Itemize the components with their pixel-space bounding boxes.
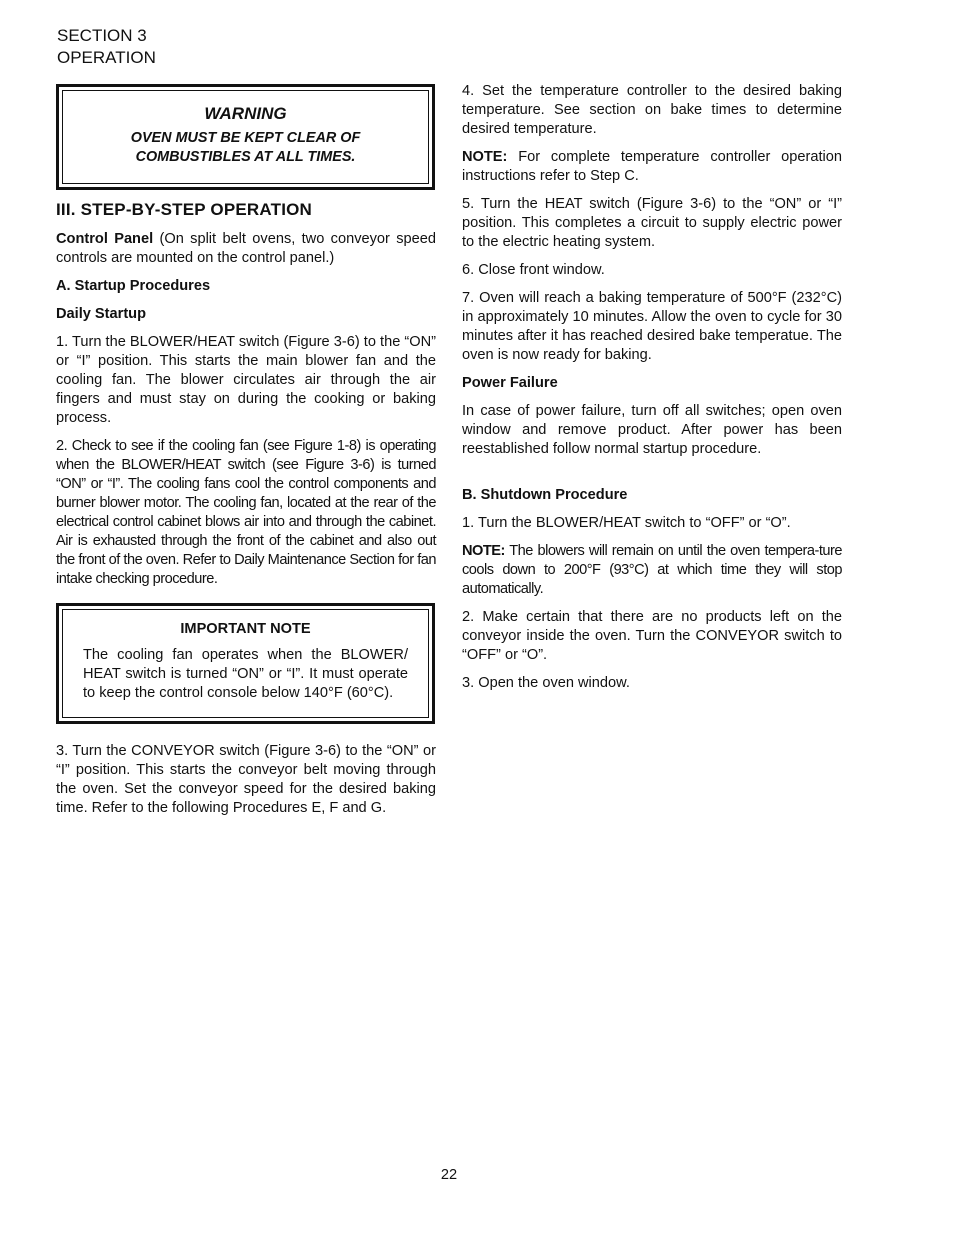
power-failure-heading: Power Failure (462, 375, 558, 391)
startup-step-1: 1. Turn the BLOWER/HEAT switch (Figure 3-6) to the “ON” or “I” position. This starts the main blower fan and the cooling fan. The blower circulates air through the air fingers and must stay on during the cooking or baking process. (56, 334, 436, 426)
control-panel-label: Control Panel (56, 231, 154, 247)
shutdown-step-2: 2. Make certain that there are no products left on the conveyor inside the oven. Turn the CONVEYOR switch to “OFF” or “O”. (462, 609, 842, 663)
shutdown-note-paragraph (462, 542, 842, 599)
warning-line-2: COMBUSTIBLES AT ALL TIMES. (135, 149, 356, 165)
note-text: For complete temperature controller operation instructions refer to Step C. (462, 149, 842, 184)
startup-step-3: 3. Turn the CONVEYOR switch (Figure 3-6) to the “ON” or “I” position. This starts the conveyor belt moving through the oven. Set the conveyor speed for the desired baking time. Refer to the following Procedures E, F and G. (56, 743, 436, 816)
power-failure-text: In case of power failure, turn off all switches; open oven window and remove product. After power has been reestablished follow normal startup procedure. (462, 403, 842, 457)
left-column (56, 84, 436, 827)
shutdown-step-3: 3. Open the oven window. (462, 675, 630, 691)
startup-step-2: 2. Check to see if the cooling fan (see Figure 1-8) is operating when the BLOWER/HEAT switch (see Figure 3-6) is turned “ON” or “I”. The cooling fans cool the control components and burner blower motor. The cooling fan, located at the rear of the electrical control cabinet blows air into and through the cabinet. Air is exhausted through the front of the cabinet and also out the front of the oven. Refer to Daily Maintenance Section for fan intake checking procedure. (56, 438, 436, 587)
shutdown-note-label: NOTE: (462, 543, 505, 559)
control-panel-paragraph (56, 230, 436, 268)
section-heading: III. STEP-BY-STEP OPERATION (56, 200, 313, 219)
startup-step-6: 6. Close front window. (462, 262, 605, 278)
page-header (57, 25, 156, 69)
shutdown-note-text: The blowers will remain on until the oven tempera-ture cools down to 200°F (93°C) at which time they will stop automatically. (462, 543, 842, 597)
warning-box (56, 84, 435, 190)
startup-heading: A. Startup Procedures (56, 278, 211, 294)
control-panel-text: (On split belt ovens, two conveyor speed controls are mounted on the control panel.) (56, 231, 436, 266)
note-paragraph (462, 148, 842, 186)
page-number: 22 (440, 1167, 458, 1183)
section-title: OPERATION (57, 48, 156, 67)
right-column (462, 82, 842, 702)
important-note-title: IMPORTANT NOTE (180, 621, 311, 637)
shutdown-heading: B. Shutdown Procedure (462, 487, 628, 503)
daily-startup-heading: Daily Startup (56, 306, 147, 322)
warning-line-1: OVEN MUST BE KEPT CLEAR OF (130, 130, 361, 146)
warning-title: WARNING (204, 104, 287, 123)
important-note-text: The cooling fan operates when the BLOWER/ HEAT switch is turned “ON” or “I”. It must operate to keep the control console below 140°F (60°C). (83, 647, 408, 701)
note-label: NOTE: (462, 149, 508, 165)
startup-step-5: 5. Turn the HEAT switch (Figure 3-6) to the “ON” or “I” position. This completes a circuit to supply electric power to the electric heating system. (462, 196, 842, 250)
shutdown-step-1: 1. Turn the BLOWER/HEAT switch to “OFF” or “O”. (462, 515, 791, 531)
section-label: SECTION 3 (57, 26, 147, 45)
startup-step-4: 4. Set the temperature controller to the desired baking temperature. See section on bake times to determine desired temperature. (462, 83, 842, 137)
important-note-box (56, 603, 435, 724)
startup-step-7: 7. Oven will reach a baking temperature of 500°F (232°C) in approximately 10 minutes. Allow the oven to cycle for 30 minutes after it has reached desired bake temperatue. The oven is now ready for baking. (462, 290, 842, 363)
